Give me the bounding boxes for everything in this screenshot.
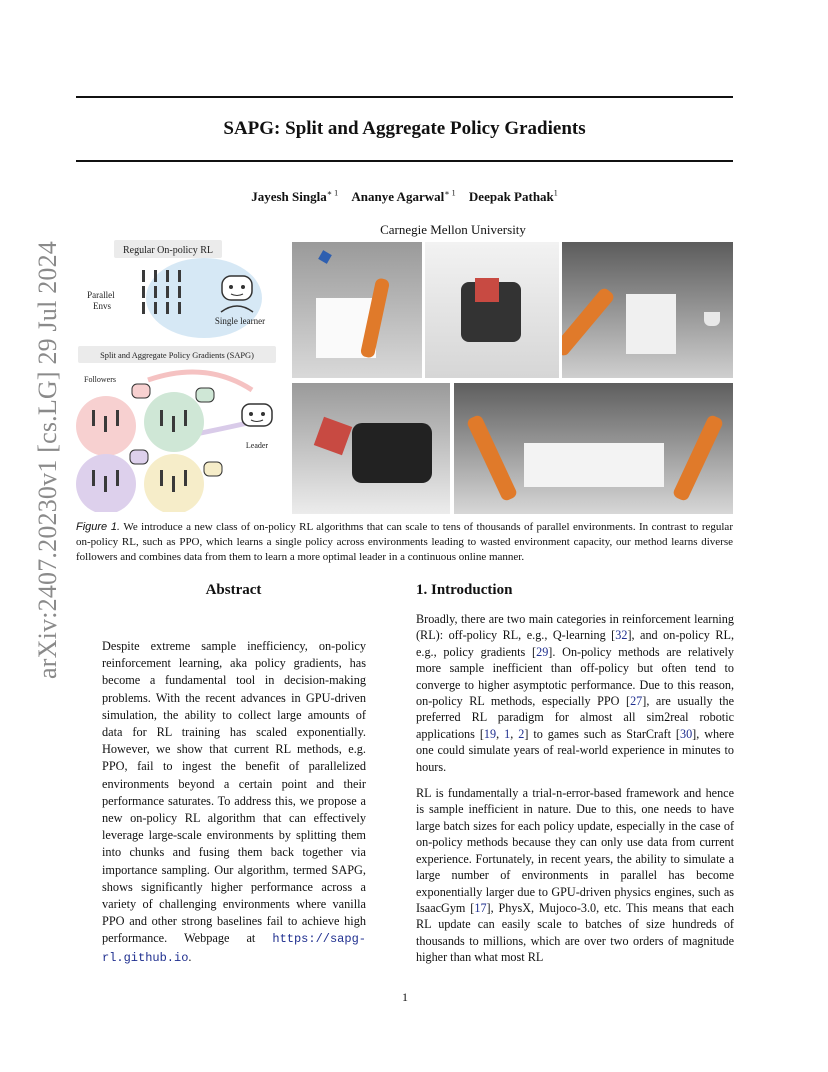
citation-link[interactable]: 19 [483,726,497,741]
citation-link[interactable]: 32 [615,628,628,643]
abstract-heading: Abstract [205,582,262,598]
citation-link[interactable]: 2 [518,726,525,741]
citation-link[interactable]: 17 [474,900,487,915]
render-two-arms-table [454,383,733,514]
sapg-title: Split and Aggregate Policy Gradients (SAPG) [100,351,254,360]
author-1: Jayesh Singla$^{∗ 1}$ [251,189,339,205]
figure-caption-label: Figure 1. [76,521,121,533]
single-learner-label: Single learner [214,316,266,326]
figure-caption [76,520,733,565]
author-3: Deepak Pathak$^1$ [468,189,558,205]
title-bottom-rule [76,160,733,162]
author-list [76,189,733,205]
webpage-link[interactable]: https://sapg-rl.github.io [102,932,366,965]
parallel-envs-label: Parallel Envs [87,290,115,311]
figure-schematic [76,240,286,512]
intro-text-run: ], PhysX, Mujoco-3.0, etc. This means that each RL update can easily scale to batches of size hundreds of thousands to millions, which are over two orders of magnitude higher than what most RL [416,900,734,965]
intro-text-run: , [510,726,519,741]
intro-text-run: ]. On-policy methods are relatively more sample inefficient than off-policy but often tend to converge to higher asymptotic performance. Due to this reason, on-policy RL methods, especially PPO [ [416,644,734,709]
intro-text-run: , [496,726,505,741]
intro-text-run: RL is fundamentally a trial-n-error-based framework and hence is sample inefficient in nature. Due to this, one needs to have large batch sizes for each policy update, especially in the case of on-policy methods because they can only use data from current experience. Fortunately, in recent years, the ability to simulate a large number of environments in parallel has become exponentially larger due to GPU-driven physics engines, such as IsaacGym [ [416,786,734,915]
page-number: 1 [402,990,408,1004]
abstract-body [102,638,366,967]
paper-title: SAPG: Split and Aggregate Policy Gradients [223,118,586,139]
render-arm-and-block [292,242,422,378]
render-arm-and-cup [562,242,733,378]
intro-text-run: ], are usually the preferred RL paradigm for almost all sim2real robotic applications [ [416,694,734,741]
citation-link[interactable]: 30 [679,726,693,741]
top-rule [76,96,733,98]
render-hand-and-cube [292,383,450,514]
introduction-paragraph-2 [416,785,734,965]
render-cube-gripper [425,242,559,378]
regular-rl-title: Regular On-policy RL [123,245,213,256]
intro-text-run: Broadly, there are two main categories in reinforcement learning (RL): off-policy RL, e.g., Q-learning [ [416,612,734,643]
leader-robot-icon [242,404,272,426]
figure-caption-text: We introduce a new class of on-policy RL algorithms that can scale to tens of thousands of parallel environments. In contrast to regular on-policy RL, such as PPO, which learns a single policy across environments leading to wasted environment capacity, our method learns diverse followers and combines data from them to learn a more optimal leader in a continuous online manner. [76,521,733,563]
introduction-paragraph-1 [416,611,734,775]
citation-link[interactable]: 29 [536,644,549,659]
citation-link[interactable]: 1 [504,726,511,741]
arxiv-identifier: arXiv:2407.20230v1 [cs.LG] 29 Jul 2024 [33,241,62,679]
intro-text-run: ], where one could simulate years of real-world experience in minutes to hours. [416,726,735,774]
introduction-heading: 1. Introduction [416,582,513,598]
abstract-text: Despite extreme sample inefficiency, on-policy reinforcement learning, aka policy gradients, has become a fundamental tool in decision-making problems. With the recent advances in GPU-driven simulation, the ability to collect large amounts of data for RL training has scaled exponentially. However, we show that current RL methods, e.g. PPO, fail to ingest the benefit of parallelized environments beyond a certain point and their performance saturates. To address this, we propose a new on-policy RL algorithm that can effectively leverage large-scale environments by splitting them into chunks and fusing them back together via importance sampling. Our algorithm, termed SAPG, shows significantly higher performance across a variety of challenging environments where vanilla PPO and other strong baselines fail to achieve high performance. Webpage at [102,639,366,946]
followers-label: Followers [84,375,116,384]
abstract-end: . [188,949,192,964]
introduction-body [416,611,734,976]
affiliation: Carnegie Mellon University [380,222,526,237]
leader-label: Leader [245,441,269,450]
intro-text-run: ] to games such as StarCraft [ [524,726,680,741]
author-2: Ananye Agarwal$^{∗ 1}$ [351,189,456,205]
intro-text-run: ], and on-policy RL, e.g., policy gradients [ [416,628,734,659]
citation-link[interactable]: 27 [630,694,643,709]
